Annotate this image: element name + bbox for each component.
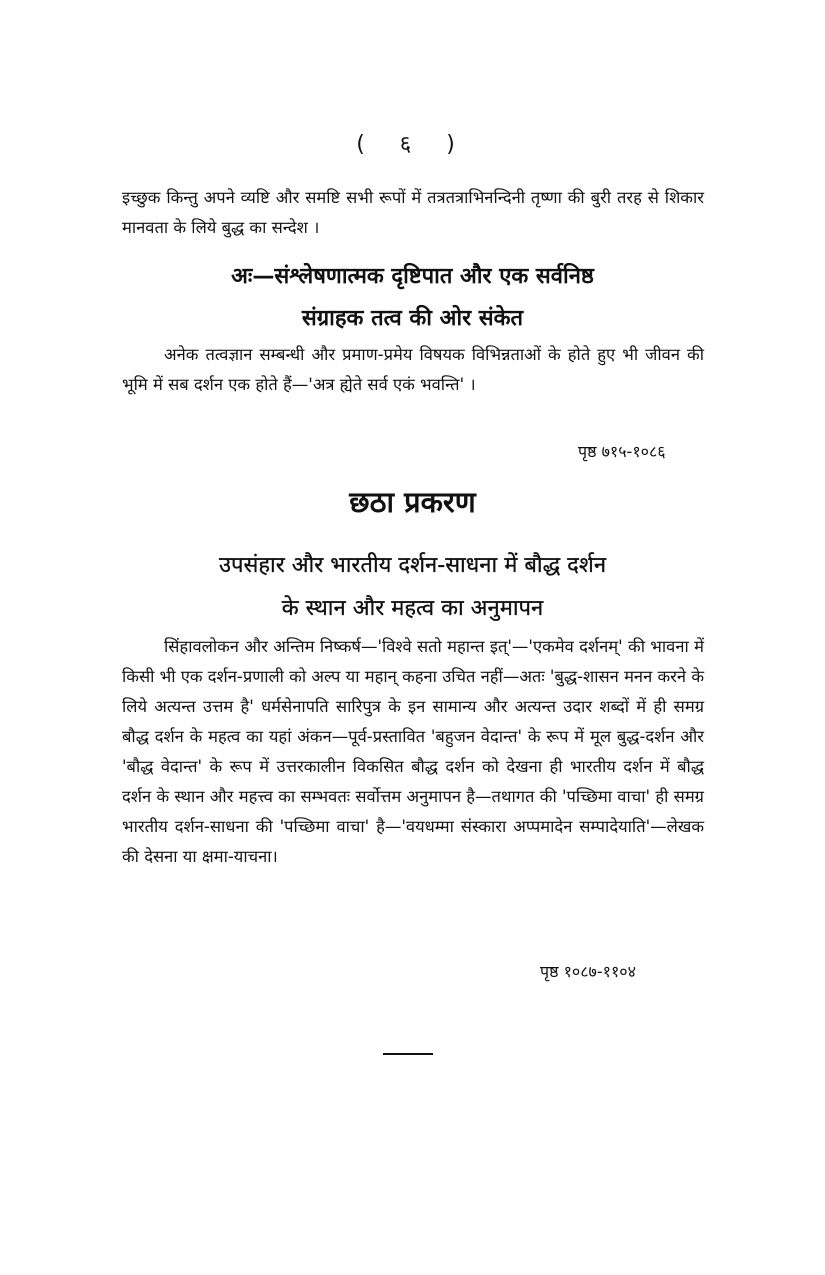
section-a-heading bbox=[100, 256, 725, 340]
section-a-body-text: अनेक तत्वज्ञान सम्बन्धी और प्रमाण-प्रमेय विषयक विभिन्नताओं के होते हुए भी जीवन की भूमि में सब दर्शन एक होते हैं—'अत्र ह्येते सर्व एकं भवन्ति' । bbox=[122, 345, 704, 394]
chapter-subtitle bbox=[100, 544, 725, 630]
section-a-body bbox=[122, 340, 704, 400]
page-number: ( ६ ) bbox=[356, 132, 469, 157]
section-a-page-ref: पृष्ठ ७१५-१०८६ bbox=[578, 442, 666, 461]
section-a-heading-line-1: अः—संश्लेषणात्मक दृष्टिपात और एक सर्वनिष्ठ bbox=[231, 264, 594, 289]
chapter-body bbox=[122, 632, 704, 872]
section-a-heading-line-2: संग्राहक तत्व की ओर संकेत bbox=[301, 306, 524, 331]
chapter-body-text: सिंहावलोकन और अन्तिम निष्कर्ष—'विश्वे सतो महान्त इत्'—'एकमेव दर्शनम्' की भावना में किसी भी एक दर्शन-प्रणाली को अल्प या महान् कहना उचित नहीं—अतः 'बुद्ध-शासन मनन करने के लिये अत्यन्त उत्तम है' धर्मसेनापति सारिपुत्र के इन सामान्य और अत्यन्त उदार शब्दों में ही समग्र बौद्ध दर्शन के महत्व का यहां अंकन—पूर्व-प्रस्तावित 'बहुजन वेदान्त' के रूप में मूल बुद्ध-दर्शन और 'बौद्ध वेदान्त' के रूप में उत्तरकालीन विकसित बौद्ध दर्शन को देखना ही भारतीय दर्शन में बौद्ध दर्शन के स्थान और महत्त्व का सम्भवतः सर्वोत्तम अनुमापन है—तथागत की 'पच्छिमा वाचा' ही समग्र भारतीय दर्शन-साधना की 'पच्छिमा वाचा' है—'वयधम्मा संस्कारा अप्पमादेन सम्पादेयाति'—लेखक की देसना या क्षमा-याचना। bbox=[122, 637, 704, 866]
section-divider bbox=[383, 1053, 433, 1055]
chapter-title: छठा प्रकरण bbox=[349, 485, 476, 519]
chapter-subtitle-line-2: के स्थान और महत्व का अनुमापन bbox=[281, 596, 544, 621]
chapter-subtitle-line-1: उपसंहार और भारतीय दर्शन-साधना में बौद्ध दर्शन bbox=[218, 553, 607, 578]
intro-paragraph: इच्छुक किन्तु अपने व्यष्टि और समष्टि सभी रूपों में तत्रतत्राभिनन्दिनी तृष्णा की बुरी तरह से शिकार मानवता के लिये बुद्ध का सन्देश । bbox=[122, 188, 704, 237]
chapter-page-ref: पृष्ठ १०८७-११०४ bbox=[540, 962, 636, 981]
